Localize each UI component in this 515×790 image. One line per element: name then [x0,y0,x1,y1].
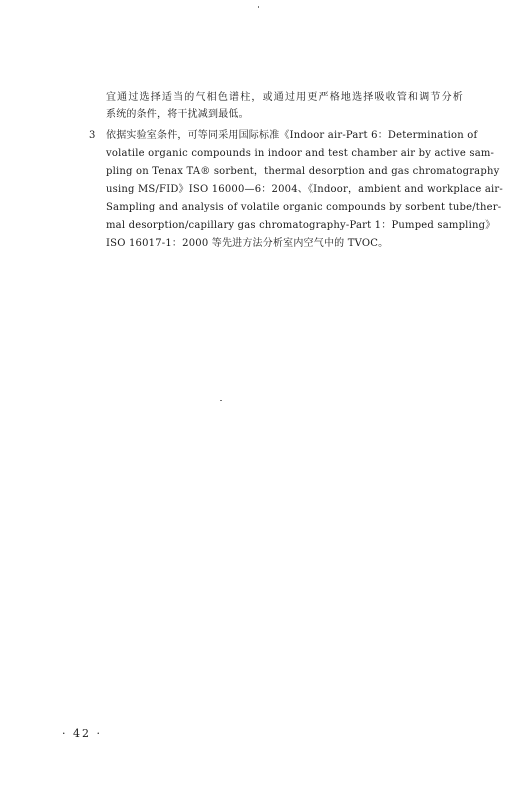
note-line-4: using MS/FID》ISO 16000—6：2004、《Indoor，ambient and workplace air- [106,184,503,195]
scan-speck [258,6,259,8]
paragraph-1-line-1: 宜通过选择适当的气相色谱柱，或通过用更严格地选择吸收管和调节分析 [106,92,463,103]
note-line-5: Sampling and analysis of volatile organic compounds by sorbent tube/ther- [106,202,502,213]
note-line-2: volatile organic compounds in indoor and test chamber air by active sam- [106,148,495,159]
paragraph-1-line-2: 系统的条件，将干扰减到最低。 [106,109,249,120]
note-number: 3 [89,130,96,141]
page-number: · 42 · [62,727,102,740]
note-line-1: 依据实验室条件，可等同采用国际标准《Indoor air-Part 6：Determination of [106,130,478,141]
note-line-6: mal desorption/capillary gas chromatography-Part 1：Pumped sampling》 [106,220,496,231]
note-line-3: pling on Tenax TA® sorbent，thermal desorption and gas chromatography [106,166,500,177]
note-line-7: ISO 16017-1：2000 等先进方法分析室内空气中的 TVOC。 [106,238,389,249]
scan-speck [220,400,222,401]
